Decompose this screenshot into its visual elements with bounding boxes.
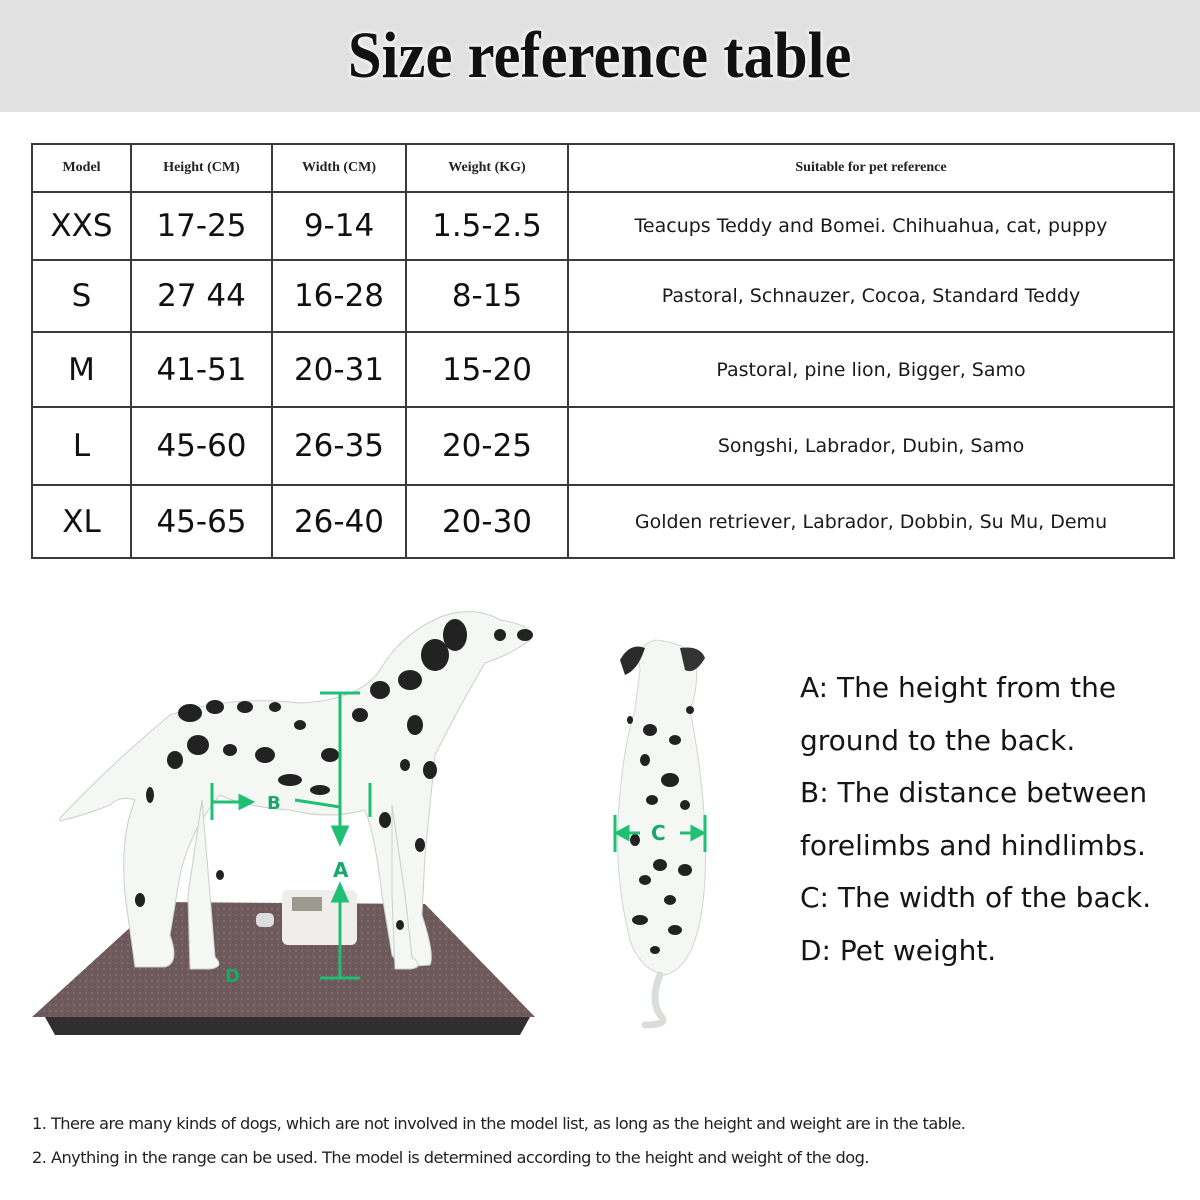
- cell-height: 41-51: [131, 332, 272, 407]
- cell-weight: 15-20: [406, 332, 568, 407]
- header-width: Width (CM): [272, 144, 406, 192]
- cell-reference: Teacups Teddy and Bomei. Chihuahua, cat, puppy: [568, 192, 1174, 260]
- label-d: D: [225, 966, 240, 987]
- dog-side-view-illustration: [30, 595, 550, 1035]
- footnotes: [32, 1107, 1192, 1175]
- cell-model: XL: [32, 485, 131, 558]
- cell-height: 27 44: [131, 260, 272, 332]
- cell-width: 26-35: [272, 407, 406, 485]
- cell-model: M: [32, 332, 131, 407]
- cell-weight: 20-25: [406, 407, 568, 485]
- label-c: C: [651, 821, 666, 845]
- table-row: [32, 260, 1174, 332]
- cell-reference: Pastoral, Schnauzer, Cocoa, Standard Teddy: [568, 260, 1174, 332]
- cell-height: 45-65: [131, 485, 272, 558]
- measurement-legend: [800, 662, 1190, 977]
- legend-line: D: Pet weight.: [800, 933, 997, 967]
- header-model: Model: [32, 144, 131, 192]
- cell-model: S: [32, 260, 131, 332]
- footnote-2: 2. Anything in the range can be used. The model is determined according to the height and weight of the dog.: [32, 1148, 869, 1167]
- cell-model: L: [32, 407, 131, 485]
- table-row: [32, 407, 1174, 485]
- page-title: Size reference table: [348, 19, 852, 92]
- table-header-row: [32, 144, 1174, 192]
- dog-top-view-illustration: [600, 630, 730, 1030]
- cell-width: 9-14: [272, 192, 406, 260]
- cell-reference: Songshi, Labrador, Dubin, Samo: [568, 407, 1174, 485]
- cell-width: 16-28: [272, 260, 406, 332]
- cell-width: 26-40: [272, 485, 406, 558]
- cell-weight: 1.5-2.5: [406, 192, 568, 260]
- legend-line: ground to the back.: [800, 723, 1076, 757]
- header-height: Height (CM): [131, 144, 272, 192]
- legend-line: C: The width of the back.: [800, 881, 1152, 914]
- cell-reference: Pastoral, pine lion, Bigger, Samo: [568, 332, 1174, 407]
- label-a: A: [333, 858, 349, 882]
- header-weight: Weight (KG): [406, 144, 568, 192]
- table-row: [32, 332, 1174, 407]
- table-row: [32, 192, 1174, 260]
- label-b: B: [267, 793, 281, 814]
- cell-height: 17-25: [131, 192, 272, 260]
- cell-reference: Golden retriever, Labrador, Dobbin, Su Mu, Demu: [568, 485, 1174, 558]
- cell-model: XXS: [32, 192, 131, 260]
- title-band: [0, 0, 1200, 112]
- table-row: [32, 485, 1174, 558]
- cell-width: 20-31: [272, 332, 406, 407]
- header-reference: Suitable for pet reference: [568, 144, 1174, 192]
- cell-height: 45-60: [131, 407, 272, 485]
- cell-weight: 20-30: [406, 485, 568, 558]
- size-table: [31, 143, 1175, 559]
- legend-line: forelimbs and hindlimbs.: [800, 828, 1146, 862]
- legend-line: B: The distance between: [800, 776, 1148, 809]
- cell-weight: 8-15: [406, 260, 568, 332]
- legend-line: A: The height from the: [800, 671, 1117, 704]
- footnote-1: 1. There are many kinds of dogs, which are not involved in the model list, as long as the height and weight are in the table.: [32, 1114, 966, 1133]
